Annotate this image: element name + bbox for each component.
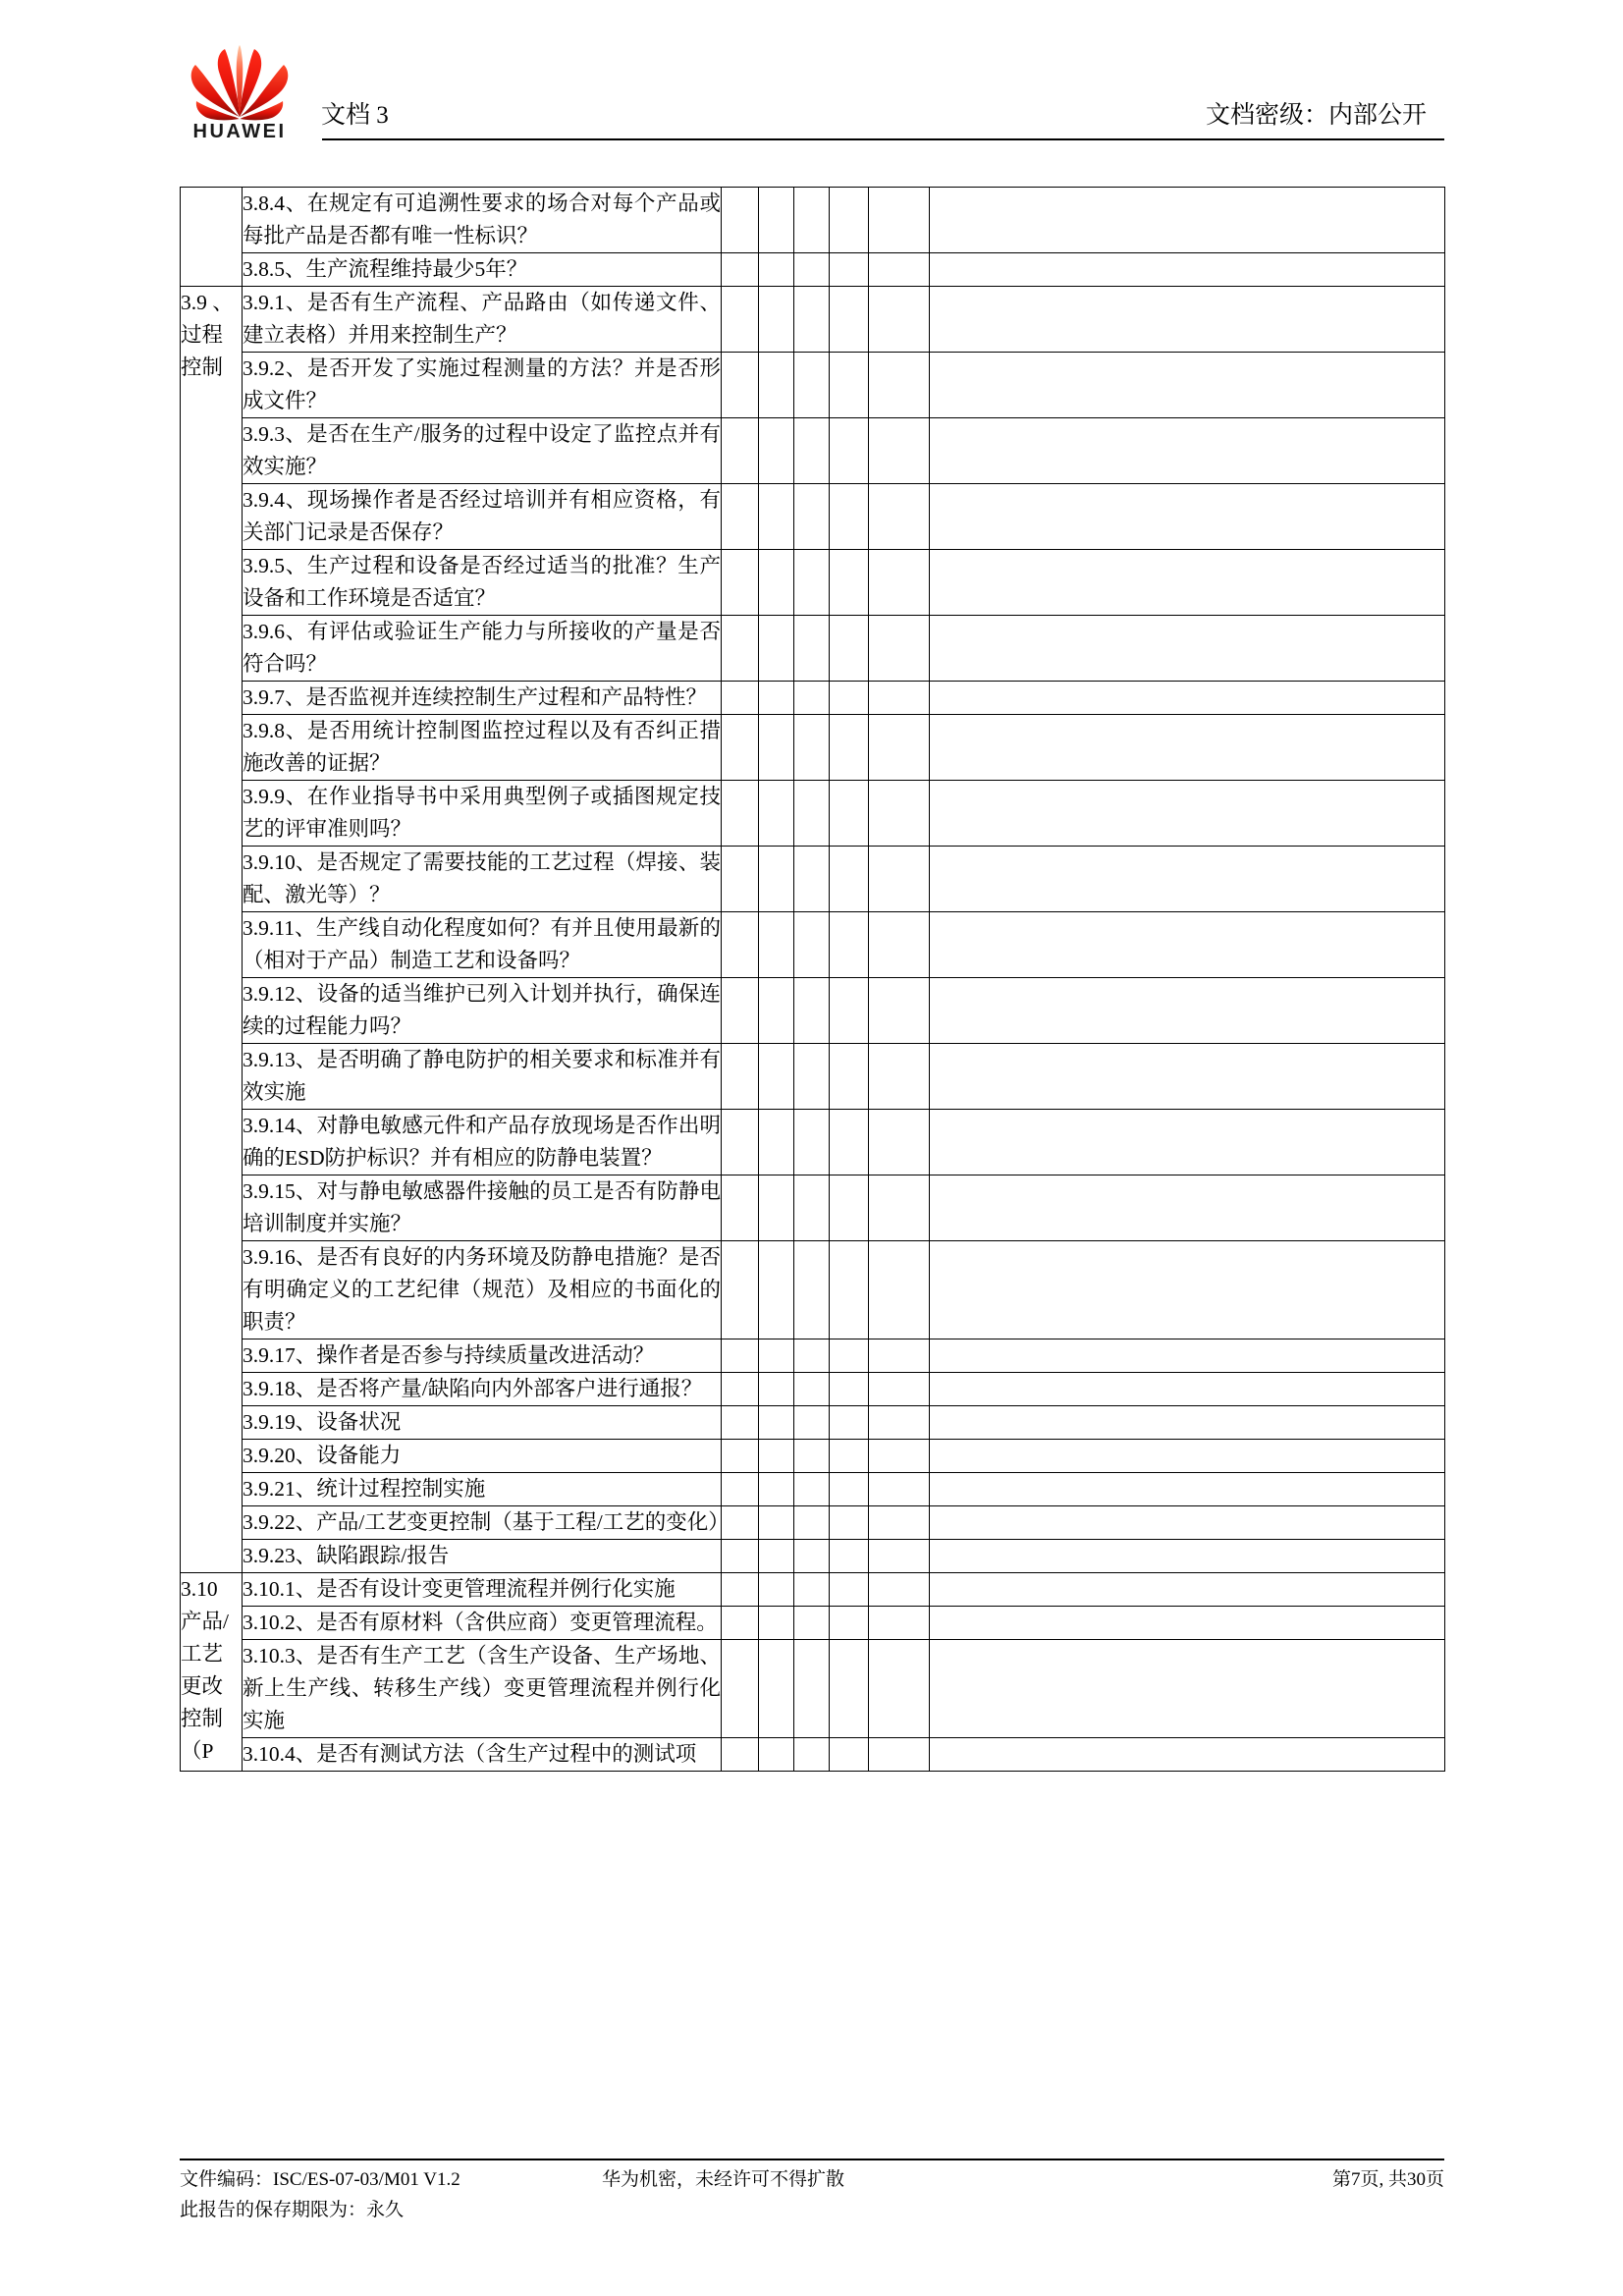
score-cell-1[interactable]: [722, 1607, 759, 1640]
score-cell-5[interactable]: [869, 1473, 930, 1506]
remark-cell[interactable]: [930, 1573, 1445, 1607]
score-cell-4[interactable]: [830, 1406, 869, 1440]
score-cell-2[interactable]: [759, 1175, 794, 1241]
score-cell-4[interactable]: [830, 1373, 869, 1406]
score-cell-3[interactable]: [794, 1473, 830, 1506]
huawei-wordmark: HUAWEI: [192, 121, 287, 142]
checklist-item-cell: [243, 978, 722, 1044]
score-cell-5[interactable]: [869, 1241, 930, 1339]
remark-cell[interactable]: [930, 1640, 1445, 1738]
remark-cell[interactable]: [930, 1440, 1445, 1473]
score-cell-3[interactable]: [794, 1640, 830, 1738]
checklist-item-text: 3.9.19、设备状况: [243, 1410, 402, 1434]
table-row: [181, 1175, 1445, 1241]
score-cell-4[interactable]: [830, 418, 869, 484]
page-header: [180, 39, 1444, 142]
score-cell-1[interactable]: [722, 616, 759, 682]
remark-cell[interactable]: [930, 550, 1445, 616]
score-cell-1[interactable]: [722, 715, 759, 781]
remark-cell[interactable]: [930, 1339, 1445, 1373]
remark-cell[interactable]: [930, 1241, 1445, 1339]
score-cell-1[interactable]: [722, 1339, 759, 1373]
checklist-item-text: 3.9.12、设备的适当维护已列入计划并执行，确保连续的过程能力吗？: [243, 982, 721, 1038]
category-cell: [181, 1573, 243, 1772]
checklist-item-cell: [243, 287, 722, 353]
table-row: [181, 1110, 1445, 1175]
score-cell-2[interactable]: [759, 1339, 794, 1373]
checklist-table-wrapper: [180, 187, 1444, 1772]
checklist-item-text: 3.9.9、在作业指导书中采用典型例子或插图规定技艺的评审准则吗？: [243, 785, 721, 841]
checklist-item-cell: [243, 1241, 722, 1339]
score-cell-2[interactable]: [759, 353, 794, 418]
score-cell-5[interactable]: [869, 550, 930, 616]
score-cell-3[interactable]: [794, 188, 830, 253]
score-cell-4[interactable]: [830, 1339, 869, 1373]
score-cell-1[interactable]: [722, 1175, 759, 1241]
checklist-item-cell: [243, 550, 722, 616]
brand-block: [180, 44, 389, 142]
score-cell-1[interactable]: [722, 287, 759, 353]
checklist-table-body: [181, 188, 1445, 1772]
score-cell-5[interactable]: [869, 1540, 930, 1573]
checklist-item-text: 3.9.6、有评估或验证生产能力与所接收的产量是否符合吗？: [243, 620, 721, 676]
checklist-item-cell: [243, 1339, 722, 1373]
checklist-item-text: 3.9.18、是否将产量/缺陷向内外部客户进行通报？: [243, 1377, 703, 1400]
score-cell-1[interactable]: [722, 353, 759, 418]
table-row: [181, 781, 1445, 847]
checklist-item-cell: [243, 682, 722, 715]
category-cell: [181, 188, 243, 287]
score-cell-1[interactable]: [722, 1640, 759, 1738]
table-row: [181, 188, 1445, 253]
checklist-item-cell: [243, 1640, 722, 1738]
checklist-item-cell: [243, 1473, 722, 1506]
score-cell-4[interactable]: [830, 1473, 869, 1506]
category-label: 3.10 产品/工艺更改控制（P: [181, 1577, 229, 1763]
score-cell-5[interactable]: [869, 715, 930, 781]
table-row: [181, 1440, 1445, 1473]
score-cell-3[interactable]: [794, 1607, 830, 1640]
table-row: [181, 287, 1445, 353]
score-cell-2[interactable]: [759, 1406, 794, 1440]
score-cell-2[interactable]: [759, 1573, 794, 1607]
score-cell-4[interactable]: [830, 353, 869, 418]
checklist-item-text: 3.9.14、对静电敏感元件和产品存放现场是否作出明确的ESD防护标识？并有相应的防静电装置？: [243, 1114, 721, 1170]
checklist-item-cell: [243, 1738, 722, 1772]
score-cell-5[interactable]: [869, 418, 930, 484]
table-row: [181, 682, 1445, 715]
score-cell-2[interactable]: [759, 1506, 794, 1540]
table-row: [181, 847, 1445, 912]
score-cell-1[interactable]: [722, 1738, 759, 1772]
checklist-item-text: 3.9.23、缺陷跟踪/报告: [243, 1544, 450, 1567]
score-cell-5[interactable]: [869, 1573, 930, 1607]
score-cell-1[interactable]: [722, 1473, 759, 1506]
checklist-item-cell: [243, 1373, 722, 1406]
checklist-item-text: 3.9.3、是否在生产/服务的过程中设定了监控点并有效实施？: [243, 422, 721, 478]
score-cell-1[interactable]: [722, 1110, 759, 1175]
table-row: [181, 1473, 1445, 1506]
score-cell-3[interactable]: [794, 781, 830, 847]
score-cell-5[interactable]: [869, 1607, 930, 1640]
score-cell-2[interactable]: [759, 418, 794, 484]
checklist-item-text: 3.10.1、是否有设计变更管理流程并例行化实施: [243, 1577, 676, 1601]
remark-cell[interactable]: [930, 978, 1445, 1044]
table-row: [181, 1241, 1445, 1339]
table-row: [181, 715, 1445, 781]
table-row: [181, 616, 1445, 682]
score-cell-3[interactable]: [794, 616, 830, 682]
checklist-item-text: 3.9.20、设备能力: [243, 1444, 402, 1467]
remark-cell[interactable]: [930, 287, 1445, 353]
score-cell-1[interactable]: [722, 781, 759, 847]
score-cell-5[interactable]: [869, 1640, 930, 1738]
table-row: [181, 418, 1445, 484]
table-row: [181, 1573, 1445, 1607]
table-row: [181, 353, 1445, 418]
table-row: [181, 1339, 1445, 1373]
score-cell-4[interactable]: [830, 1110, 869, 1175]
checklist-item-cell: [243, 1540, 722, 1573]
remark-cell[interactable]: [930, 1607, 1445, 1640]
remark-cell[interactable]: [930, 1473, 1445, 1506]
table-row: [181, 1506, 1445, 1540]
remark-cell[interactable]: [930, 353, 1445, 418]
score-cell-5[interactable]: [869, 1738, 930, 1772]
checklist-item-cell: [243, 418, 722, 484]
score-cell-5[interactable]: [869, 1044, 930, 1110]
checklist-item-text: 3.9.11、生产线自动化程度如何？有并且使用最新的（相对于产品）制造工艺和设备吗？: [243, 916, 721, 972]
score-cell-5[interactable]: [869, 1440, 930, 1473]
score-cell-2[interactable]: [759, 550, 794, 616]
checklist-item-text: 3.8.4、在规定有可追溯性要求的场合对每个产品或每批产品是否都有唯一性标识？: [243, 191, 721, 247]
score-cell-3[interactable]: [794, 1506, 830, 1540]
score-cell-4[interactable]: [830, 1506, 869, 1540]
score-cell-5[interactable]: [869, 484, 930, 550]
checklist-item-text: 3.9.2、是否开发了实施过程测量的方法？并是否形成文件？: [243, 356, 721, 412]
score-cell-3[interactable]: [794, 847, 830, 912]
score-cell-5[interactable]: [869, 1175, 930, 1241]
score-cell-3[interactable]: [794, 1540, 830, 1573]
remark-cell[interactable]: [930, 616, 1445, 682]
checklist-item-cell: [243, 616, 722, 682]
huawei-flower-icon: [180, 44, 299, 121]
score-cell-1[interactable]: [722, 1406, 759, 1440]
score-cell-3[interactable]: [794, 1440, 830, 1473]
score-cell-4[interactable]: [830, 912, 869, 978]
remark-cell[interactable]: [930, 1738, 1445, 1772]
score-cell-4[interactable]: [830, 1440, 869, 1473]
score-cell-2[interactable]: [759, 978, 794, 1044]
checklist-item-text: 3.10.4、是否有测试方法（含生产过程中的测试项: [243, 1742, 697, 1766]
table-row: [181, 1540, 1445, 1573]
remark-cell[interactable]: [930, 484, 1445, 550]
score-cell-3[interactable]: [794, 550, 830, 616]
checklist-item-cell: [243, 1607, 722, 1640]
remark-cell[interactable]: [930, 1175, 1445, 1241]
remark-cell[interactable]: [930, 1506, 1445, 1540]
checklist-item-cell: [243, 253, 722, 287]
score-cell-1[interactable]: [722, 682, 759, 715]
checklist-item-text: 3.9.10、是否规定了需要技能的工艺过程（焊接、装配、激光等）？: [243, 850, 721, 906]
score-cell-4[interactable]: [830, 1175, 869, 1241]
score-cell-2[interactable]: [759, 1044, 794, 1110]
score-cell-4[interactable]: [830, 484, 869, 550]
score-cell-1[interactable]: [722, 1440, 759, 1473]
checklist-item-text: 3.9.5、生产过程和设备是否经过适当的批准？生产设备和工作环境是否适宜？: [243, 554, 721, 610]
footer-retention: 此报告的保存期限为：永久: [180, 2200, 405, 2220]
checklist-item-text: 3.9.1、是否有生产流程、产品路由（如传递文件、建立表格）并用来控制生产？: [243, 291, 721, 347]
score-cell-4[interactable]: [830, 1738, 869, 1772]
score-cell-4[interactable]: [830, 1044, 869, 1110]
checklist-item-cell: [243, 1175, 722, 1241]
score-cell-1[interactable]: [722, 188, 759, 253]
score-cell-4[interactable]: [830, 682, 869, 715]
footer-page-info: 第7页, 共30页: [1331, 2169, 1444, 2190]
checklist-item-text: 3.9.22、产品/工艺变更控制（基于工程/工艺的变化）: [243, 1510, 730, 1534]
score-cell-2[interactable]: [759, 1440, 794, 1473]
remark-cell[interactable]: [930, 912, 1445, 978]
huawei-logo: [180, 44, 299, 142]
checklist-item-cell: [243, 715, 722, 781]
score-cell-1[interactable]: [722, 1506, 759, 1540]
score-cell-2[interactable]: [759, 1241, 794, 1339]
score-cell-1[interactable]: [722, 253, 759, 287]
checklist-item-text: 3.9.16、是否有良好的内务环境及防静电措施？是否有明确定义的工艺纪律（规范）及相应的书面化的职责？: [243, 1245, 721, 1334]
score-cell-3[interactable]: [794, 418, 830, 484]
score-cell-1[interactable]: [722, 1540, 759, 1573]
remark-cell[interactable]: [930, 1044, 1445, 1110]
checklist-item-cell: [243, 847, 722, 912]
checklist-item-text: 3.9.13、是否明确了静电防护的相关要求和标准并有效实施: [243, 1048, 721, 1104]
remark-cell[interactable]: [930, 253, 1445, 287]
score-cell-1[interactable]: [722, 418, 759, 484]
checklist-item-text: 3.8.5、生产流程维持最少5年？: [243, 257, 528, 281]
score-cell-5[interactable]: [869, 287, 930, 353]
score-cell-2[interactable]: [759, 188, 794, 253]
score-cell-3[interactable]: [794, 715, 830, 781]
category-cell: [181, 287, 243, 1573]
checklist-item-text: 3.9.7、是否监视并连续控制生产过程和产品特性？: [243, 685, 708, 709]
checklist-item-cell: [243, 912, 722, 978]
score-cell-2[interactable]: [759, 1373, 794, 1406]
remark-cell[interactable]: [930, 781, 1445, 847]
checklist-item-text: 3.9.17、操作者是否参与持续质量改进活动？: [243, 1343, 655, 1367]
score-cell-3[interactable]: [794, 1339, 830, 1373]
score-cell-1[interactable]: [722, 1044, 759, 1110]
document-title: 文档 3: [321, 102, 389, 129]
score-cell-1[interactable]: [722, 978, 759, 1044]
table-row: [181, 1738, 1445, 1772]
score-cell-1[interactable]: [722, 847, 759, 912]
score-cell-2[interactable]: [759, 1540, 794, 1573]
table-row: [181, 1640, 1445, 1738]
score-cell-3[interactable]: [794, 1044, 830, 1110]
score-cell-5[interactable]: [869, 912, 930, 978]
score-cell-3[interactable]: [794, 912, 830, 978]
score-cell-2[interactable]: [759, 616, 794, 682]
footer-divider: [180, 2159, 1444, 2160]
score-cell-1[interactable]: [722, 1241, 759, 1339]
score-cell-5[interactable]: [869, 1406, 930, 1440]
score-cell-5[interactable]: [869, 353, 930, 418]
checklist-table: [180, 187, 1445, 1772]
table-row: [181, 1406, 1445, 1440]
score-cell-3[interactable]: [794, 1373, 830, 1406]
header-divider: [322, 138, 1444, 140]
remark-cell[interactable]: [930, 1110, 1445, 1175]
score-cell-5[interactable]: [869, 978, 930, 1044]
score-cell-4[interactable]: [830, 1540, 869, 1573]
score-cell-1[interactable]: [722, 550, 759, 616]
table-row: [181, 1373, 1445, 1406]
table-row: [181, 1044, 1445, 1110]
score-cell-5[interactable]: [869, 682, 930, 715]
score-cell-4[interactable]: [830, 1607, 869, 1640]
score-cell-2[interactable]: [759, 484, 794, 550]
score-cell-3[interactable]: [794, 1175, 830, 1241]
table-row: [181, 253, 1445, 287]
score-cell-5[interactable]: [869, 616, 930, 682]
score-cell-5[interactable]: [869, 847, 930, 912]
remark-cell[interactable]: [930, 715, 1445, 781]
score-cell-4[interactable]: [830, 1573, 869, 1607]
score-cell-4[interactable]: [830, 715, 869, 781]
score-cell-3[interactable]: [794, 978, 830, 1044]
score-cell-4[interactable]: [830, 550, 869, 616]
score-cell-5[interactable]: [869, 1373, 930, 1406]
checklist-item-cell: [243, 1506, 730, 1540]
checklist-item-text: 3.9.21、统计过程控制实施: [243, 1477, 486, 1501]
remark-cell[interactable]: [930, 682, 1445, 715]
score-cell-4[interactable]: [830, 616, 869, 682]
score-cell-1[interactable]: [722, 912, 759, 978]
remark-cell[interactable]: [930, 1540, 1445, 1573]
score-cell-3[interactable]: [794, 1738, 830, 1772]
checklist-item-cell: [243, 1440, 722, 1473]
score-cell-2[interactable]: [759, 847, 794, 912]
score-cell-4[interactable]: [830, 1241, 869, 1339]
score-cell-5[interactable]: [869, 188, 930, 253]
score-cell-2[interactable]: [759, 912, 794, 978]
score-cell-2[interactable]: [759, 715, 794, 781]
checklist-item-cell: [243, 781, 722, 847]
score-cell-4[interactable]: [830, 1640, 869, 1738]
score-cell-2[interactable]: [759, 287, 794, 353]
score-cell-3[interactable]: [794, 287, 830, 353]
score-cell-5[interactable]: [869, 253, 930, 287]
score-cell-4[interactable]: [830, 287, 869, 353]
checklist-item-cell: [243, 484, 722, 550]
checklist-item-cell: [243, 353, 722, 418]
score-cell-1[interactable]: [722, 1573, 759, 1607]
checklist-item-cell: [243, 1406, 722, 1440]
score-cell-5[interactable]: [869, 781, 930, 847]
score-cell-3[interactable]: [794, 1110, 830, 1175]
table-row: [181, 978, 1445, 1044]
table-row: [181, 1607, 1445, 1640]
score-cell-2[interactable]: [759, 1473, 794, 1506]
category-label: 3.9 、过程控制: [181, 291, 234, 379]
checklist-item-cell: [243, 1573, 722, 1607]
table-row: [181, 484, 1445, 550]
checklist-item-text: 3.10.3、是否有生产工艺（含生产设备、生产场地、新上生产线、转移生产线）变更管理流程并例行化实施: [243, 1644, 721, 1732]
score-cell-3[interactable]: [794, 1573, 830, 1607]
remark-cell[interactable]: [930, 1406, 1445, 1440]
remark-cell[interactable]: [930, 418, 1445, 484]
checklist-item-text: 3.9.8、是否用统计控制图监控过程以及有否纠正措施改善的证据？: [243, 719, 721, 775]
score-cell-2[interactable]: [759, 253, 794, 287]
score-cell-3[interactable]: [794, 353, 830, 418]
score-cell-2[interactable]: [759, 781, 794, 847]
score-cell-3[interactable]: [794, 484, 830, 550]
document-classification: 文档密级：内部公开: [1205, 102, 1427, 129]
score-cell-3[interactable]: [794, 682, 830, 715]
table-row: [181, 550, 1445, 616]
score-cell-2[interactable]: [759, 1640, 794, 1738]
score-cell-2[interactable]: [759, 1110, 794, 1175]
remark-cell[interactable]: [930, 188, 1445, 253]
score-cell-2[interactable]: [759, 682, 794, 715]
score-cell-4[interactable]: [830, 253, 869, 287]
score-cell-5[interactable]: [869, 1506, 930, 1540]
checklist-item-cell: [243, 188, 722, 253]
score-cell-1[interactable]: [722, 484, 759, 550]
score-cell-4[interactable]: [830, 781, 869, 847]
score-cell-4[interactable]: [830, 188, 869, 253]
score-cell-3[interactable]: [794, 1406, 830, 1440]
checklist-item-text: 3.9.4、现场操作者是否经过培训并有相应资格，有关部门记录是否保存？: [243, 488, 721, 544]
table-row: [181, 912, 1445, 978]
page-footer: [180, 2165, 1444, 2225]
remark-cell[interactable]: [930, 1373, 1445, 1406]
checklist-item-text: 3.10.2、是否有原材料（含供应商）变更管理流程。: [243, 1611, 718, 1634]
checklist-item-text: 3.9.15、对与静电敏感器件接触的员工是否有防静电培训制度并实施？: [243, 1179, 721, 1235]
score-cell-2[interactable]: [759, 1607, 794, 1640]
score-cell-3[interactable]: [794, 253, 830, 287]
score-cell-5[interactable]: [869, 1110, 930, 1175]
score-cell-4[interactable]: [830, 847, 869, 912]
score-cell-2[interactable]: [759, 1738, 794, 1772]
score-cell-5[interactable]: [869, 1339, 930, 1373]
score-cell-1[interactable]: [722, 1373, 759, 1406]
checklist-item-cell: [243, 1110, 722, 1175]
remark-cell[interactable]: [930, 847, 1445, 912]
footer-doc-code: 文件编码：ISC/ES-07-03/M01 V1.2: [180, 2169, 460, 2190]
score-cell-3[interactable]: [794, 1241, 830, 1339]
score-cell-4[interactable]: [830, 978, 869, 1044]
footer-confidential: 华为机密，未经许可不得扩散: [602, 2169, 845, 2190]
checklist-item-cell: [243, 1044, 722, 1110]
